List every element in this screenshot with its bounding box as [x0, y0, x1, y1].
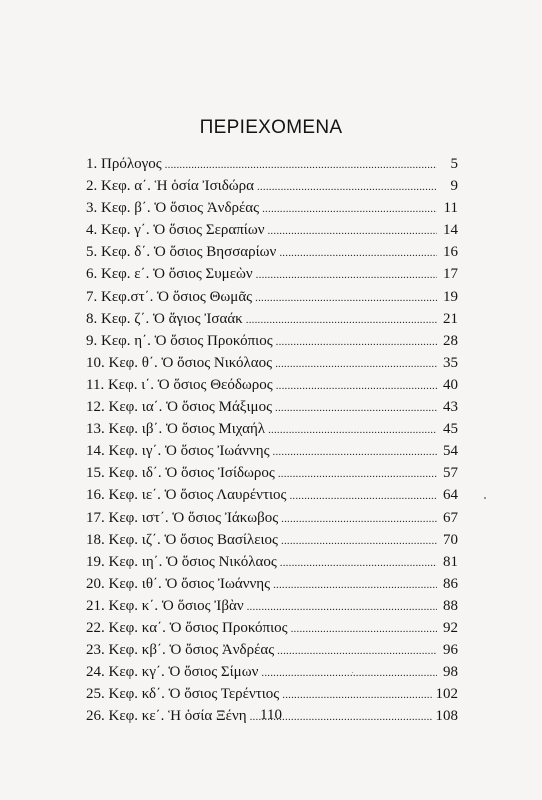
- toc-entry-label: 26. Κεφ. κε΄. Ἡ ὁσία Ξένη: [86, 708, 247, 725]
- dot-leader: [273, 579, 437, 591]
- dot-leader: [281, 513, 437, 525]
- toc-entry-label: 17. Κεφ. ιστ΄. Ὁ ὅσιος Ἰάκωβος: [86, 509, 279, 526]
- page-number: 110: [260, 707, 282, 723]
- toc-entry-page: 5: [450, 156, 458, 172]
- toc-entry: [86, 642, 458, 664]
- dot-leader: [278, 468, 437, 480]
- toc-entry: [86, 576, 458, 598]
- paper-speck: [352, 672, 353, 673]
- paper-speck: [484, 497, 486, 499]
- toc-entry: [86, 377, 458, 399]
- toc-entry: [86, 200, 458, 222]
- dot-leader: [291, 623, 437, 635]
- toc-entry-label: 19. Κεφ. ιη΄. Ὁ ὅσιος Νικόλαος: [86, 553, 277, 570]
- dot-leader: [276, 380, 437, 392]
- toc-entry-page: 19: [443, 288, 458, 305]
- toc-entry-page: 108: [435, 708, 458, 725]
- toc-entry-page: 88: [443, 597, 458, 614]
- toc-entry-page: 102: [435, 686, 458, 703]
- dot-leader: [261, 667, 437, 679]
- dot-leader: [280, 557, 437, 569]
- toc-entry: [86, 399, 458, 421]
- toc-entry: [86, 311, 458, 333]
- dot-leader: [267, 225, 437, 237]
- toc-entry-label: 20. Κεφ. ιθ΄. Ὁ ὅσιος Ἰωάννης: [86, 575, 271, 592]
- dot-leader: [282, 689, 432, 701]
- dot-leader: [276, 336, 437, 348]
- toc-entry: [86, 465, 458, 487]
- toc-entry-page: 96: [443, 642, 458, 659]
- toc-entry: [86, 686, 458, 708]
- toc-entry-label: 24. Κεφ. κγ΄. Ὁ ὅσιος Σίμων: [86, 664, 259, 681]
- dot-leader: [275, 402, 437, 414]
- toc-entry-label: 21. Κεφ. κ΄. Ὁ ὅσιος Ἰβὰν: [86, 597, 244, 614]
- dot-leader: [165, 159, 437, 171]
- toc-entry-label: 4. Κεφ. γ΄. Ὁ ὅσιος Σεραπίων: [86, 222, 265, 239]
- toc-entry-page: 11: [443, 200, 458, 217]
- toc-entry: [86, 598, 458, 620]
- toc-entry-page: 35: [443, 354, 458, 371]
- dot-leader: [257, 181, 437, 193]
- toc-entry-label: 12. Κεφ. ια΄. Ὁ ὅσιος Μάξιμος: [86, 399, 273, 416]
- dot-leader: [273, 446, 437, 458]
- toc-entry-page: 14: [443, 222, 458, 239]
- dot-leader: [277, 645, 437, 657]
- toc-entry-label: 1. Πρόλογος: [86, 156, 162, 172]
- toc-entry: [86, 620, 458, 642]
- toc-entry-page: 43: [443, 399, 458, 416]
- toc-entry-label: 7. Κεφ.στ΄. Ὁ ὅσιος Θωμᾶς: [86, 288, 253, 305]
- toc-entry-label: 23. Κεφ. κβ΄. Ὁ ὅσιος Ἀνδρέας: [86, 642, 275, 659]
- toc-entry-label: 10. Κεφ. θ΄. Ὁ ὅσιος Νικόλαος: [86, 354, 273, 371]
- dot-leader: [262, 203, 437, 215]
- toc-entry-label: 11. Κεφ. ι΄. Ὁ ὅσιος Θεόδωρος: [86, 376, 273, 393]
- toc-entry-label: 16. Κεφ. ιε΄. Ὁ ὅσιος Λαυρέντιος: [86, 487, 287, 504]
- dot-leader: [268, 424, 437, 436]
- dot-leader: [247, 601, 437, 613]
- toc-entry-label: 15. Κεφ. ιδ΄. Ὁ ὅσιος Ἰσίδωρος: [86, 465, 275, 482]
- toc-entry-page: 98: [443, 664, 458, 681]
- toc-entry-label: 14. Κεφ. ιγ΄. Ὁ ὅσιος Ἰωάννης: [86, 443, 270, 460]
- toc-entry: [86, 333, 458, 355]
- contents-heading: ΠΕΡΙΕΧΟΜΕΝΑ: [199, 117, 343, 138]
- toc-entry-label: 3. Κεφ. β΄. Ὁ ὅσιος Ἀνδρέας: [86, 200, 260, 217]
- toc-entry-label: 2. Κεφ. α΄. Ἡ ὁσία Ἰσιδώρα: [86, 178, 254, 195]
- toc-entry: [86, 266, 458, 288]
- toc-entry-page: 67: [443, 509, 458, 526]
- toc-entry-label: 18. Κεφ. ιζ΄. Ὁ ὅσιος Βασίλειος: [86, 531, 278, 548]
- toc-entry-page: 28: [443, 332, 458, 349]
- dot-leader: [246, 314, 437, 326]
- toc-entry-page: 57: [443, 465, 458, 482]
- toc-entry-label: 8. Κεφ. ζ΄. Ὁ ἅγιος Ἰσαάκ: [86, 310, 243, 327]
- toc-entry-page: 70: [443, 531, 458, 548]
- toc-entry: [86, 178, 458, 200]
- dot-leader: [255, 292, 437, 304]
- toc-entry-page: 9: [450, 178, 458, 195]
- dot-leader: [275, 358, 437, 370]
- toc-entry-page: 21: [443, 310, 458, 327]
- toc-entry-page: 17: [443, 266, 458, 283]
- toc-entry: [86, 532, 458, 554]
- dot-leader: [281, 535, 437, 547]
- table-of-contents: [86, 156, 458, 730]
- toc-entry-page: 45: [443, 421, 458, 438]
- toc-entry-label: 9. Κεφ. η΄. Ὁ ὅσιος Προκόπιος: [86, 332, 273, 349]
- dot-leader: [289, 490, 437, 502]
- toc-entry: [86, 355, 458, 377]
- toc-entry-label: 25. Κεφ. κδ΄. Ὁ ὅσιος Τερέντιος: [86, 686, 280, 703]
- toc-entry-label: 6. Κεφ. ε΄. Ὁ ὅσιος Συμεὼν: [86, 266, 253, 283]
- toc-entry-page: 54: [443, 443, 458, 460]
- toc-entry: [86, 487, 458, 509]
- toc-entry: [86, 664, 458, 686]
- toc-entry-page: 81: [443, 553, 458, 570]
- toc-entry-page: 16: [443, 244, 458, 261]
- toc-entry: [86, 554, 458, 576]
- dot-leader: [279, 247, 437, 259]
- toc-entry: [86, 244, 458, 266]
- toc-entry: [86, 289, 458, 311]
- toc-entry: [86, 222, 458, 244]
- toc-entry-page: 40: [443, 376, 458, 393]
- toc-entry: [86, 443, 458, 465]
- toc-entry-page: 86: [443, 575, 458, 592]
- toc-entry-page: 64: [443, 487, 458, 504]
- toc-entry-label: 22. Κεφ. κα΄. Ὁ ὅσιος Προκόπιος: [86, 619, 288, 636]
- toc-entry-label: 5. Κεφ. δ΄. Ὁ ὅσιος Βησσαρίων: [86, 244, 277, 261]
- dot-leader: [256, 269, 437, 281]
- toc-entry: [86, 510, 458, 532]
- toc-entry: [86, 156, 458, 178]
- toc-entry: [86, 421, 458, 443]
- toc-entry-page: 92: [443, 619, 458, 636]
- toc-entry-label: 13. Κεφ. ιβ΄. Ὁ ὅσιος Μιχαήλ: [86, 421, 266, 438]
